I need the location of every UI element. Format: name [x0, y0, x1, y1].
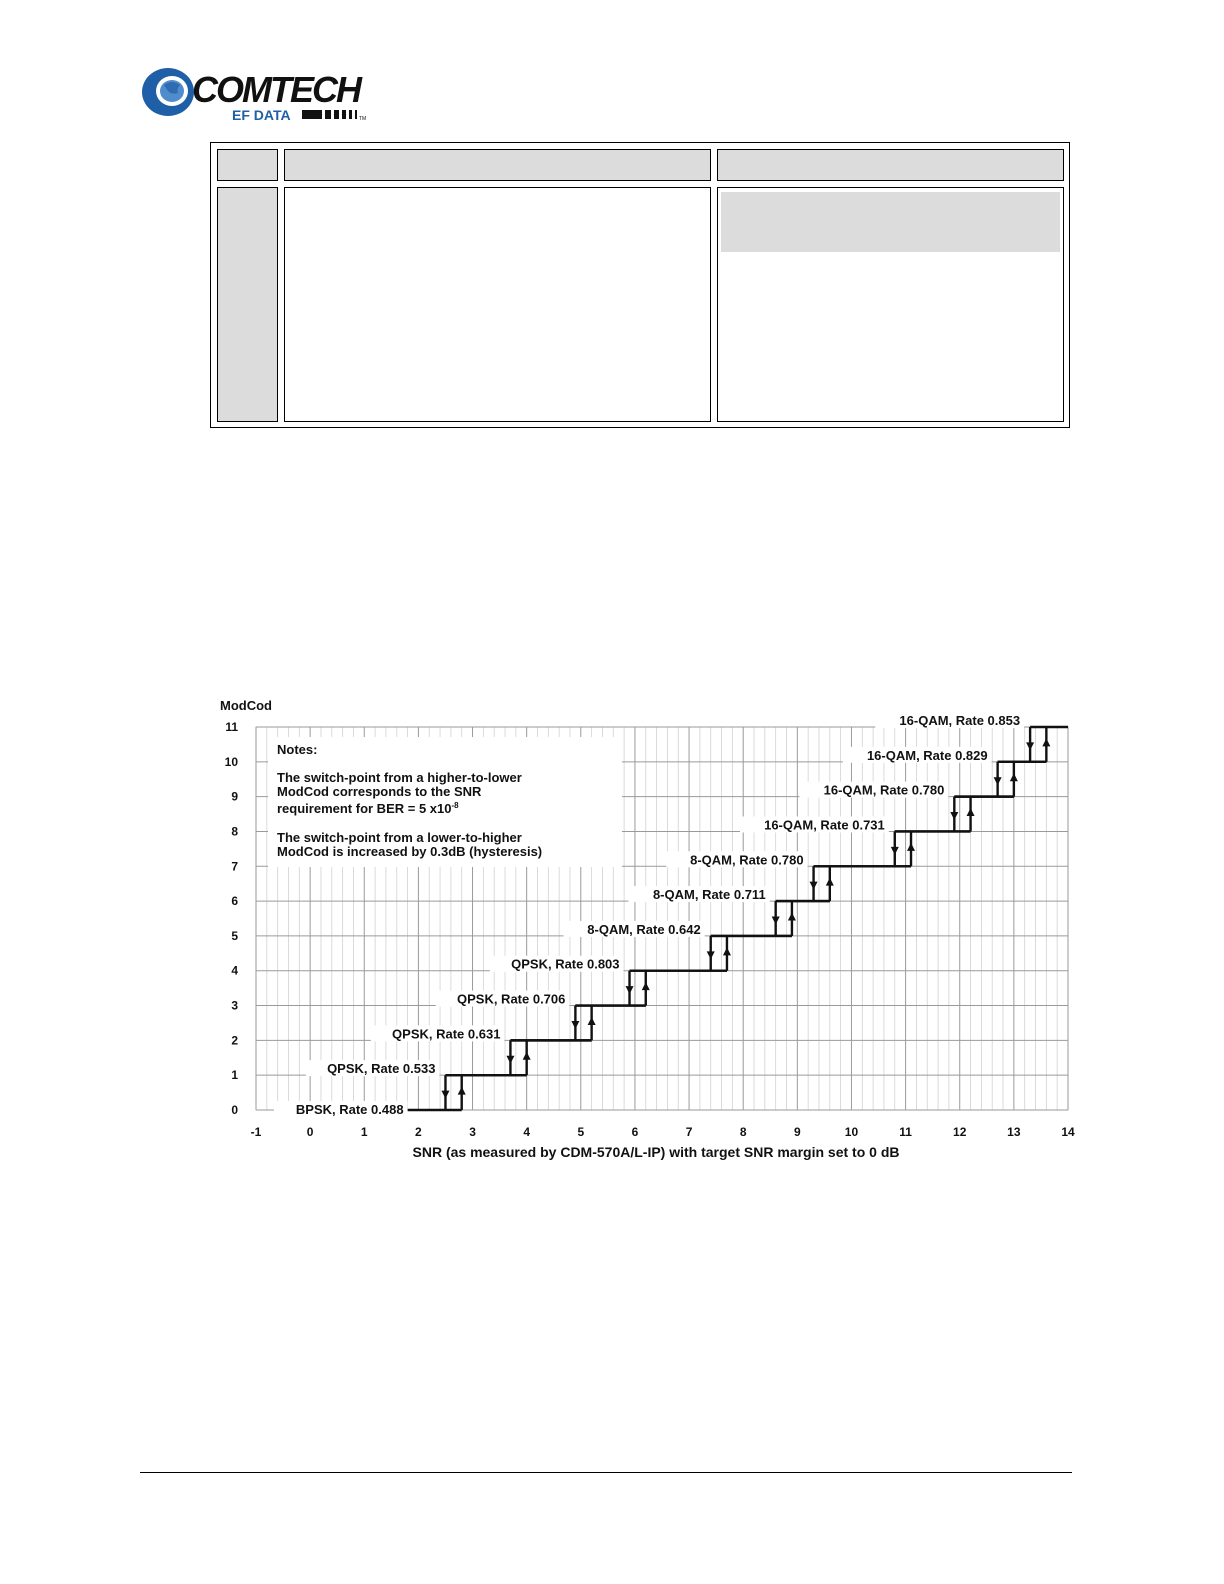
- x-tick-label: 12: [953, 1125, 967, 1139]
- x-tick-label: 4: [523, 1125, 531, 1139]
- x-tick-label: 0: [306, 1125, 314, 1139]
- x-tick-label: 5: [577, 1125, 585, 1139]
- x-tick-label: 9: [793, 1125, 801, 1139]
- notes-line-5: ModCod is increased by 0.3dB (hysteresis): [277, 844, 543, 859]
- y-tick-label: 11: [225, 720, 238, 734]
- table-header-cell-1: [217, 149, 278, 181]
- y-tick-label: 10: [224, 754, 238, 769]
- y-tick-label: 8: [231, 824, 238, 839]
- table-body-cell-3: [717, 187, 1064, 422]
- x-tick-label: 8: [739, 1125, 747, 1139]
- modcod-chart: [210, 690, 1090, 1170]
- level-label: 16-QAM, Rate 0.780: [823, 782, 945, 798]
- y-tick-label: 6: [231, 894, 238, 909]
- level-label: QPSK, Rate 0.631: [392, 1026, 501, 1042]
- x-axis-title: SNR (as measured by CDM-570A/L-IP) with target SNR margin set to 0 dB: [412, 1144, 900, 1160]
- y-tick-label: 4: [231, 963, 238, 978]
- y-tick-label: 1: [231, 1068, 238, 1083]
- y-tick-label: 5: [231, 928, 238, 943]
- level-label: BPSK, Rate 0.488: [295, 1102, 404, 1117]
- table-header-cell-2: [284, 149, 711, 181]
- level-label: QPSK, Rate 0.706: [456, 991, 566, 1007]
- y-tick-label: 9: [231, 789, 238, 804]
- table-frame: [210, 142, 1070, 428]
- table-shaded-band: [721, 192, 1060, 252]
- logo-wordmark: COMTECH: [192, 69, 360, 110]
- x-tick-label: 13: [1007, 1125, 1021, 1139]
- logo-tm: TM: [359, 116, 367, 122]
- modcod-chart-svg: [210, 690, 1090, 1170]
- level-label: 8-QAM, Rate 0.780: [690, 852, 804, 868]
- notes-line-2: ModCod corresponds to the SNR: [277, 784, 482, 799]
- y-tick-label: 7: [231, 859, 238, 874]
- level-label: QPSK, Rate 0.803: [511, 956, 620, 972]
- x-tick-label: 6: [631, 1125, 639, 1139]
- table-body-cell-2: [284, 187, 711, 422]
- level-label: 16-QAM, Rate 0.731: [764, 817, 885, 833]
- notes-line-3: requirement for BER = 5 $x10^{-8}$: [277, 801, 459, 816]
- level-label: 8-QAM, Rate 0.642: [587, 921, 701, 937]
- table-header-cell-3: [717, 149, 1064, 181]
- level-label: QPSK, Rate 0.533: [327, 1061, 436, 1077]
- y-tick-label: 3: [231, 998, 238, 1013]
- x-tick-label: 10: [844, 1125, 859, 1139]
- level-label: 16-QAM, Rate 0.829: [866, 747, 988, 763]
- x-tick-label: 11: [899, 1125, 912, 1139]
- x-tick-label: 2: [415, 1125, 422, 1139]
- notes-title: Notes:: [277, 742, 318, 757]
- chart-notes: [268, 737, 622, 867]
- comtech-logo: [140, 60, 400, 126]
- comtech-logo-graphic: [140, 60, 400, 126]
- level-label: 16-QAM, Rate 0.853: [899, 713, 1021, 728]
- footer-rule: [140, 1472, 1072, 1473]
- x-tick-label: 14: [1061, 1125, 1075, 1139]
- level-label: 8-QAM, Rate 0.711: [652, 887, 766, 903]
- notes-line-1: The switch-point from a higher-to-lower: [277, 770, 522, 785]
- x-tick-label: 7: [685, 1125, 693, 1139]
- x-tick-label: 1: [360, 1125, 368, 1139]
- y-tick-label: 0: [231, 1103, 238, 1117]
- table-row-label-cell: [217, 187, 278, 422]
- x-tick-label: -1: [250, 1125, 262, 1139]
- y-axis-title: ModCod: [220, 698, 272, 713]
- y-tick-label: 2: [231, 1033, 238, 1048]
- x-tick-label: 3: [469, 1125, 476, 1139]
- logo-subtext: EF DATA: [232, 107, 291, 123]
- notes-line-4: The switch-point from a lower-to-higher: [277, 830, 522, 845]
